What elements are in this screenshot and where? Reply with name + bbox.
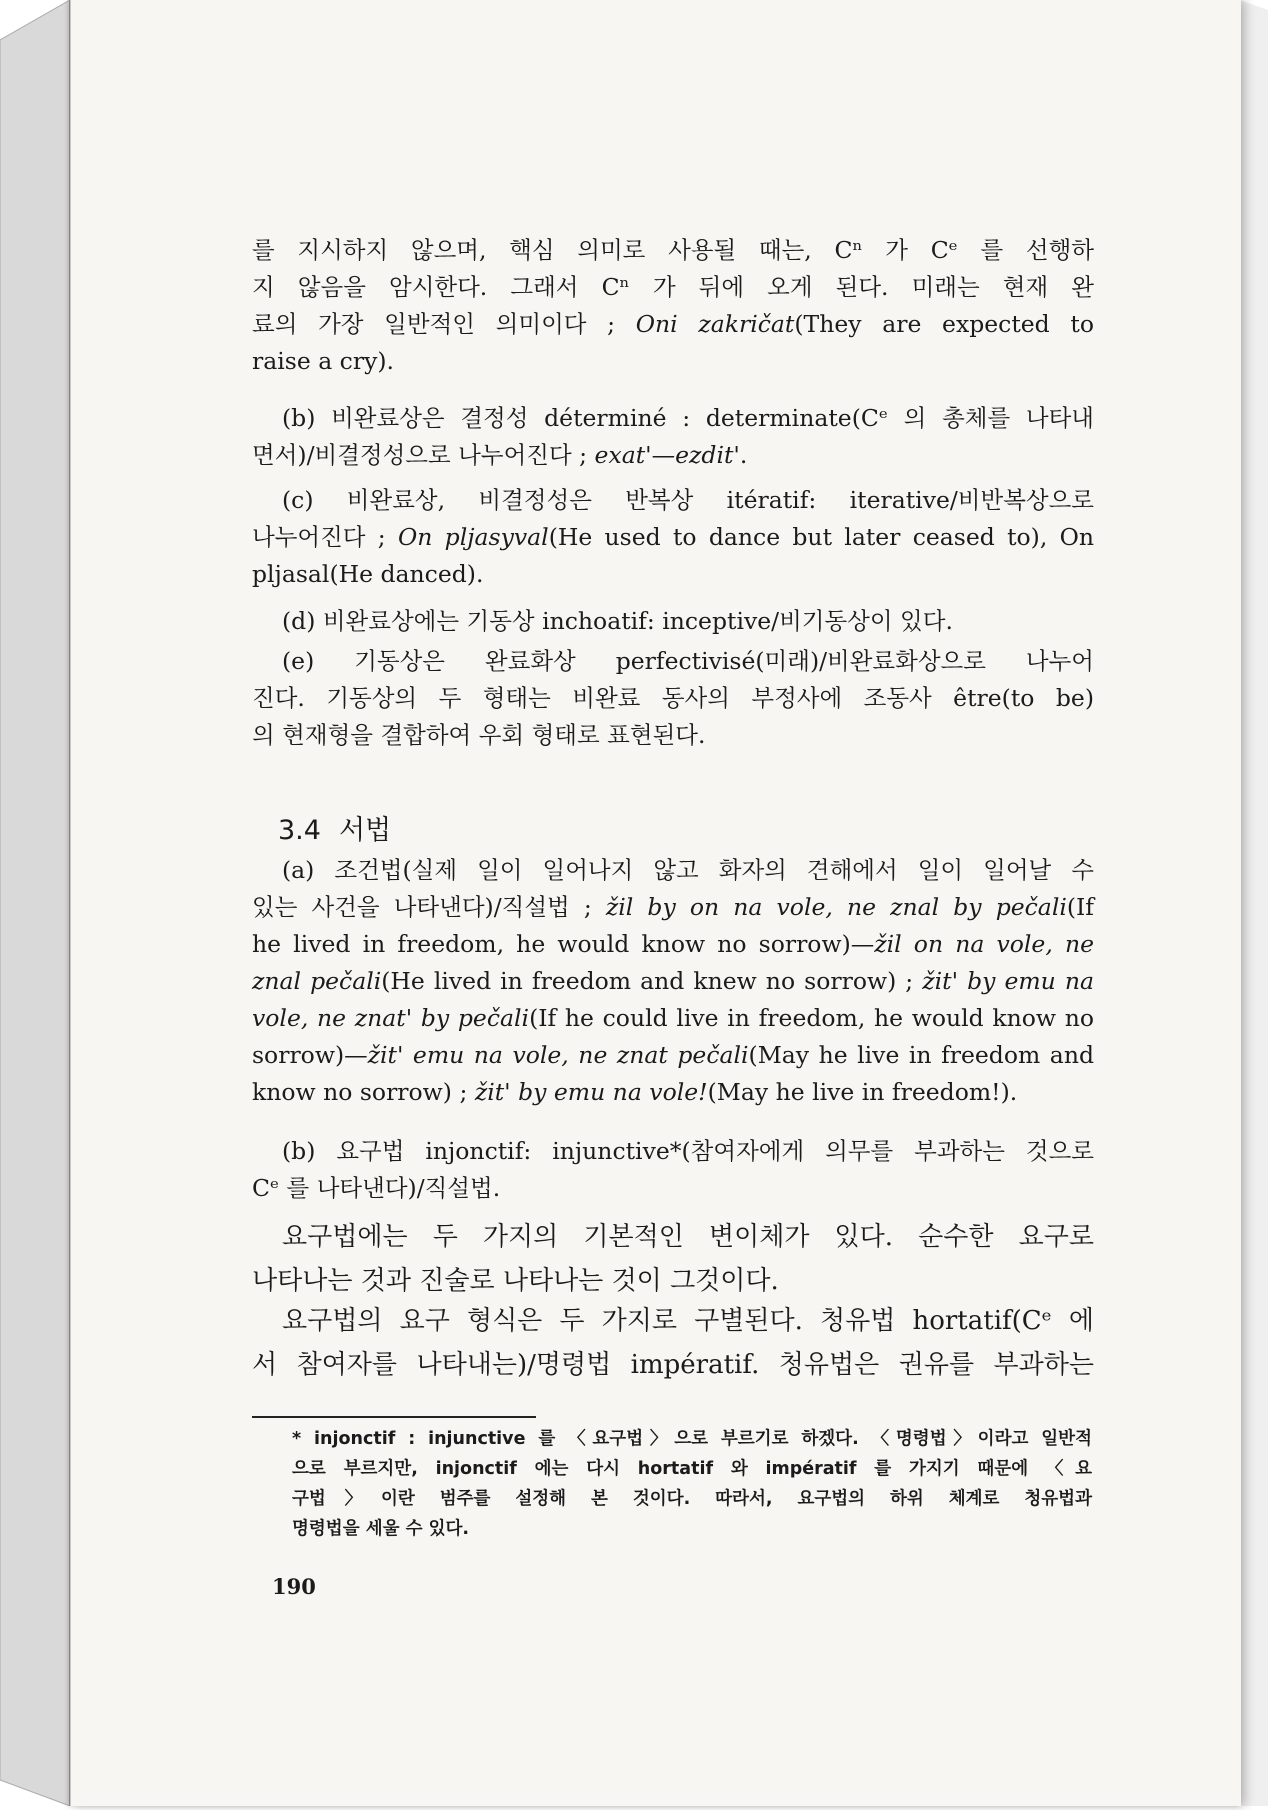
text-line: 면서)/비결정성으로 나누어진다 ; exat'—ezdit'. [252,441,748,469]
paragraph-aspect-continued [252,232,1094,380]
footnote-line: 으로 부르지만, injonctif 에는 다시 hortatif 와 impératif 를 가지기 때문에 〈요 [292,1459,1092,1479]
text-line: 를 지시하지 않으며, 핵심 의미로 사용될 때는, Cⁿ 가 Cᵉ 를 선행하 [252,236,1094,264]
text-line: know no sorrow) ; žit' by emu na vole!(May he live in freedom!). [252,1078,1018,1106]
text-line: pljasal(He danced). [252,560,484,588]
text-line: 요구법에는 두 가지의 기본적인 변이체가 있다. 순수한 요구로 [282,1222,1094,1252]
section-number: 3.4 [278,815,321,846]
text-line: he lived in freedom, he would know no sorrow)—žil on na vole, ne [252,930,1094,958]
footnote [292,1424,1092,1544]
text-line: 요구법의 요구 형식은 두 가지로 구별된다. 청유법 hortatif(Cᵉ 에 [282,1306,1094,1336]
text-line: (b) 비완료상은 결정성 déterminé : determinate(Cᵉ 의 총체를 나타내 [282,404,1094,432]
text-line: (c) 비완료상, 비결정성은 반복상 itératif: iterative/비반복상으로 [282,486,1094,514]
section-title: 서법 [338,815,392,846]
text-line: 나타나는 것과 진술로 나타나는 것이 그것이다. [252,1266,779,1296]
text-line: 서 참여자를 나타내는)/명령법 impératif. 청유법은 권유를 부과하는 [252,1350,1094,1380]
paragraph-b-imperfective [252,400,1094,474]
text-line: Cᵉ 를 나타낸다)/직설법. [252,1174,501,1202]
paragraph-34b-injunctive [252,1133,1094,1207]
text-line: 나누어진다 ; On pljasyval(He used to dance but later ceased to), On [252,523,1094,551]
text-line: 지 않음을 암시한다. 그래서 Cⁿ 가 뒤에 오게 된다. 미래는 현재 완 [252,273,1094,301]
paragraph-c-iterative [252,482,1094,593]
section-heading [278,808,409,847]
text-line: (b) 요구법 injonctif: injunctive*(참여자에게 의무를 부과하는 것으로 [282,1137,1094,1165]
text-line: znal pečali(He lived in freedom and knew no sorrow) ; žit' by emu na [252,967,1094,995]
text-line: (d) 비완료상에는 기동상 inchoatif: inceptive/비기동상이 있다. [282,607,953,635]
paragraph-d-inchoative [252,603,1094,640]
footnote-line: * injonctif : injunctive 를 〈요구법〉으로 부르기로 하겠다. 〈명령법〉이라고 일반적 [292,1429,1092,1449]
footnote-separator [252,1416,536,1418]
paragraph-hortative [252,1299,1094,1387]
text-line: vole, ne znat' by pečali(If he could live in freedom, he would know no [252,1004,1094,1032]
text-line: (e) 기동상은 완료화상 perfectivisé(미래)/비완료화상으로 나누어 [282,647,1094,675]
text-line: 있는 사건을 나타낸다)/직설법 ; žil by on na vole, ne znal by pečali(If [252,893,1095,921]
text-line: 의 현재형을 결합하여 우회 형태로 표현된다. [252,721,706,749]
text-line: (a) 조건법(실제 일이 일어나지 않고 화자의 견해에서 일이 일어날 수 [282,856,1094,884]
text-line: raise a cry). [252,347,394,375]
paragraph-variants [252,1215,1094,1303]
footnote-line: 구법〉이란 범주를 설정해 본 것이다. 따라서, 요구법의 하위 체계로 청유법과 [292,1489,1092,1509]
text-line: 료의 가장 일반적인 의미이다 ; Oni zakričat(They are expected to [252,310,1095,338]
footnote-line: 명령법을 세울 수 있다. [292,1519,470,1539]
paragraph-e-perfectivise [252,643,1094,754]
page-number: 190 [272,1574,316,1599]
text-line: 진다. 기동상의 두 형태는 비완료 동사의 부정사에 조동사 être(to be) [252,684,1094,712]
paragraph-34a-conditional [252,852,1094,1111]
text-line: sorrow)—žit' emu na vole, ne znat pečali(May he live in freedom and [252,1041,1095,1069]
